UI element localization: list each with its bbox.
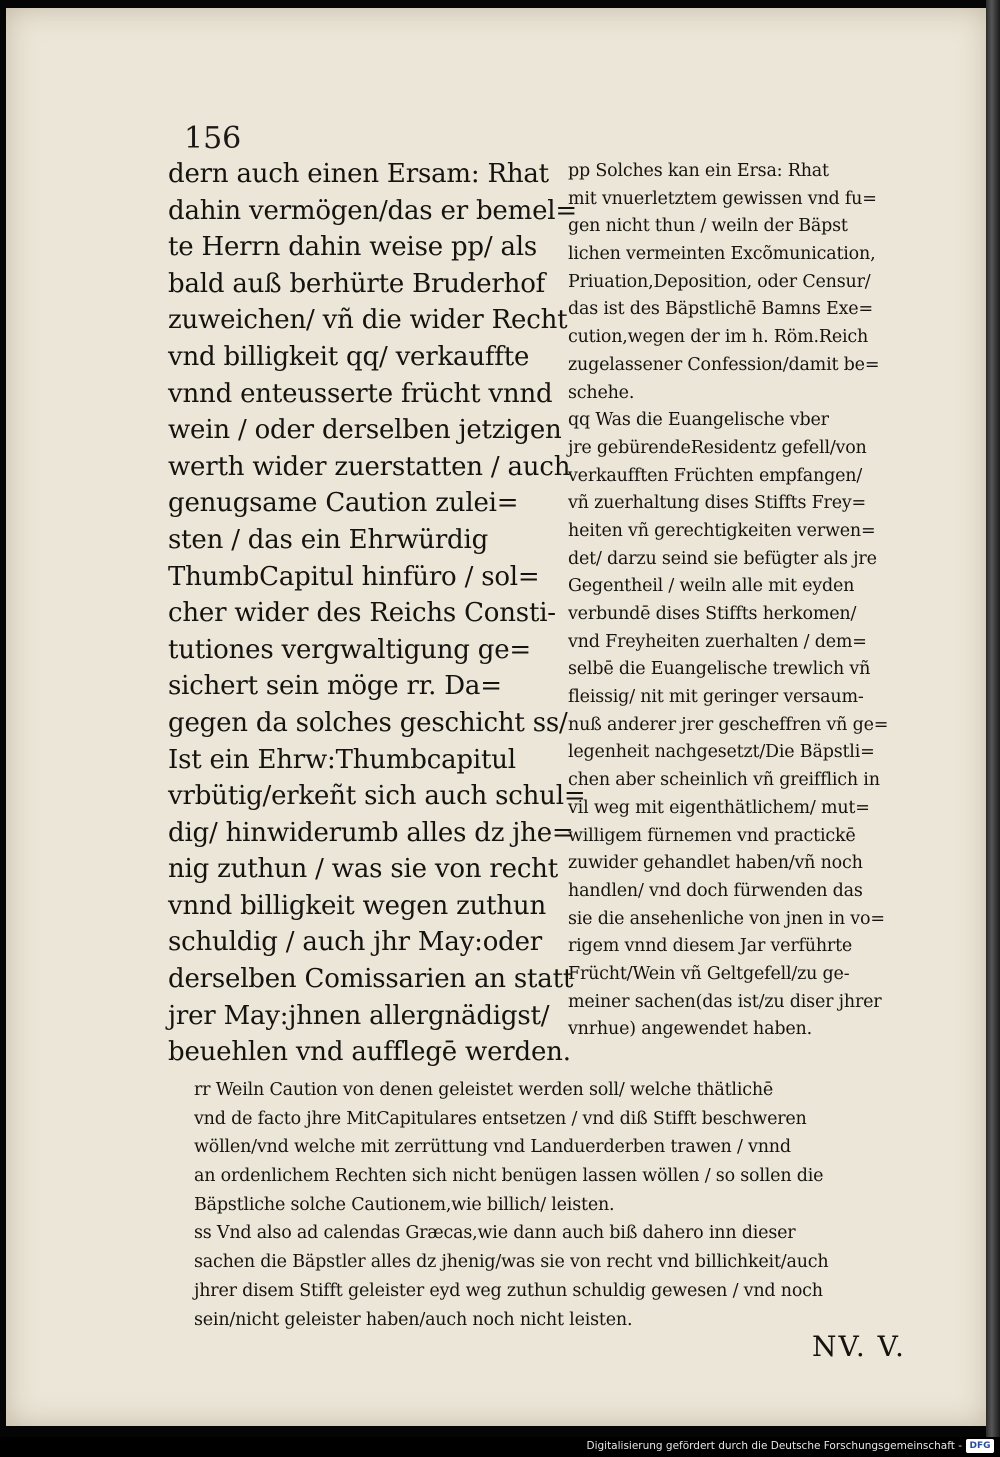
- main-text-line: tutiones vergwaltigung ge=: [168, 634, 531, 665]
- marginal-note-line: heiten vñ gerechtigkeiten verwen=: [568, 520, 876, 541]
- marginal-notes-column: [568, 158, 968, 1044]
- main-text-line: te Herrn dahin weise pp/ als: [168, 232, 538, 263]
- main-text-line: dahin vermögen/das er bemel=: [168, 195, 577, 226]
- footnote-line: Bäpstliche solche Cautionem,wie billich/ leisten.: [194, 1194, 615, 1215]
- main-text-line: wein / oder derselben jetzigen: [168, 415, 562, 446]
- marginal-note-line: qq Was die Euangelische vber: [568, 410, 829, 431]
- document-page: [6, 8, 988, 1426]
- marginal-note-line: legenheit nachgesetzt/Die Bäpstli=: [568, 742, 875, 763]
- footnote-line: ss Vnd also ad calendas Græcas,wie dann auch biß dahero inn dieser: [194, 1223, 796, 1244]
- marginal-note-line: nuß anderer jrer gescheffren vñ ge=: [568, 714, 889, 735]
- main-text-line: sten / das ein Ehrwürdig: [168, 524, 489, 555]
- main-text-line: cher wider des Reichs Consti-: [168, 598, 556, 629]
- marginal-note-line: zuwider gehandlet haben/vñ noch: [568, 853, 863, 874]
- marginal-note-line: verkaufften Früchten empfangen/: [568, 465, 863, 486]
- marginal-note-line: Priuation,Deposition, oder Censur/: [568, 271, 871, 292]
- main-text-line: derselben Comissarien an statt: [168, 964, 574, 995]
- marginal-note-line: willigem fürnemen vnd practickē: [568, 825, 856, 846]
- marginal-note-line: das ist des Bäpstlichē Bamns Exe=: [568, 299, 873, 320]
- marginal-note-line: cution,wegen der im h. Röm.Reich: [568, 327, 869, 348]
- main-text-column: [168, 156, 586, 1071]
- footer-bar: [0, 1437, 1000, 1457]
- marginal-note-line: gen nicht thun / weiln der Bäpst: [568, 216, 848, 237]
- main-text-line: gegen da solches geschicht ss/: [168, 707, 568, 738]
- marginal-note-line: chen aber scheinlich vñ greifflich in: [568, 770, 880, 791]
- marginal-note-line: Frücht/Wein vñ Geltgefell/zu ge-: [568, 963, 850, 984]
- book-edge: [986, 0, 1000, 1437]
- main-text-line: dern auch einen Ersam: Rhat: [168, 159, 549, 189]
- footnote-line: rr Weiln Caution von denen geleistet werden soll/ welche thätlichē: [194, 1080, 774, 1100]
- footnote-line: wöllen/vnd welche mit zerrüttung vnd Landuerderben trawen / vnnd: [194, 1137, 791, 1158]
- main-text-line: vnnd enteusserte frücht vnnd: [168, 378, 553, 409]
- main-text-line: dig/ hinwiderumb alles dz jhe=: [168, 817, 574, 848]
- marginal-note-line: zugelassener Confession/damit be=: [568, 354, 880, 375]
- dfg-logo: DFG: [966, 1439, 994, 1453]
- main-text-line: schuldig / auch jhr May:oder: [168, 927, 543, 958]
- marginal-note-line: jre gebürendeResidentz gefell/von: [568, 437, 867, 458]
- main-text-line: genugsame Caution zulei=: [168, 488, 519, 519]
- main-text-line: nig zuthun / was sie von recht: [168, 854, 558, 885]
- footnotes-block: [194, 1076, 974, 1334]
- main-text-line: zuweichen/ vñ die wider Recht: [168, 305, 568, 336]
- marginal-note-line: selbē die Euangelische trewlich vñ: [568, 659, 871, 680]
- main-text-line: beuehlen vnd aufflegē werden.: [168, 1037, 571, 1068]
- main-text-line: Ist ein Ehrw:Thumbcapitul: [168, 744, 516, 775]
- marginal-note-line: vnrhue) angewendet haben.: [568, 1019, 812, 1040]
- marginal-note-line: pp Solches kan ein Ersa: Rhat: [568, 161, 829, 181]
- marginal-note-line: schehe.: [568, 382, 635, 403]
- marginal-note-line: verbundē dises Stiffts herkomen/: [568, 604, 857, 624]
- marginal-note-line: meiner sachen(das ist/zu diser jhrer: [568, 991, 882, 1012]
- footnote-line: jhrer disem Stifft geleister eyd weg zuthun schuldig gewesen / vnd noch: [194, 1280, 823, 1301]
- marginal-note-line: fleissig/ nit mit geringer versaum-: [568, 687, 864, 708]
- marginal-note-line: sie die ansehenliche von jnen in vo=: [568, 908, 885, 929]
- footnote-line: sein/nicht geleister haben/auch noch nicht leisten.: [194, 1309, 633, 1330]
- marginal-note-line: lichen vermeinten Excõmunication,: [568, 244, 876, 265]
- main-text-line: bald auß berhürte Bruderhof: [168, 268, 546, 299]
- page-number: 156: [184, 121, 242, 156]
- footnote-line: sachen die Bäpstler alles dz jhenig/was sie von recht vnd billichkeit/auch: [194, 1252, 829, 1273]
- marginal-note-line: vñ zuerhaltung dises Stiffts Frey=: [568, 493, 867, 514]
- marginal-note-line: Gegentheil / weiln alle mit eyden: [568, 576, 855, 597]
- marginal-note-line: vil weg mit eigenthätlichem/ mut=: [568, 797, 870, 818]
- main-text-line: vnd billigkeit qq/ verkauffte: [168, 341, 530, 372]
- main-text-line: sichert sein möge rr. Da=: [168, 671, 502, 702]
- footnote-line: vnd de facto jhre MitCapitulares entsetzen / vnd diß Stifft beschweren: [194, 1108, 807, 1129]
- main-text-line: werth wider zuerstatten / auch: [168, 451, 571, 482]
- funding-notice: Digitalisierung gefördert durch die Deutsche Forschungsgemeinschaft -: [586, 1440, 962, 1452]
- marginal-note-line: mit vnuerletztem gewissen vnd fu=: [568, 188, 877, 209]
- marginal-note-line: handlen/ vnd doch fürwenden das: [568, 880, 863, 901]
- marginal-note-line: rigem vnnd diesem Jar verführte: [568, 936, 853, 957]
- main-text-line: ThumbCapitul hinfüro / sol=: [168, 561, 540, 592]
- main-text-line: vnnd billigkeit wegen zuthun: [168, 890, 547, 921]
- marginal-note-line: det/ darzu seind sie befügter als jre: [568, 548, 877, 569]
- main-text-line: vrbütig/erkeñt sich auch schul=: [168, 781, 586, 812]
- marginal-note-line: vnd Freyheiten zuerhalten / dem=: [568, 631, 867, 652]
- main-text-line: jrer May:jhnen allergnädigst/: [168, 1000, 550, 1031]
- catchword: NV. V.: [812, 1330, 906, 1363]
- footnote-line: an ordenlichem Rechten sich nicht benügen lassen wöllen / so sollen die: [194, 1166, 824, 1187]
